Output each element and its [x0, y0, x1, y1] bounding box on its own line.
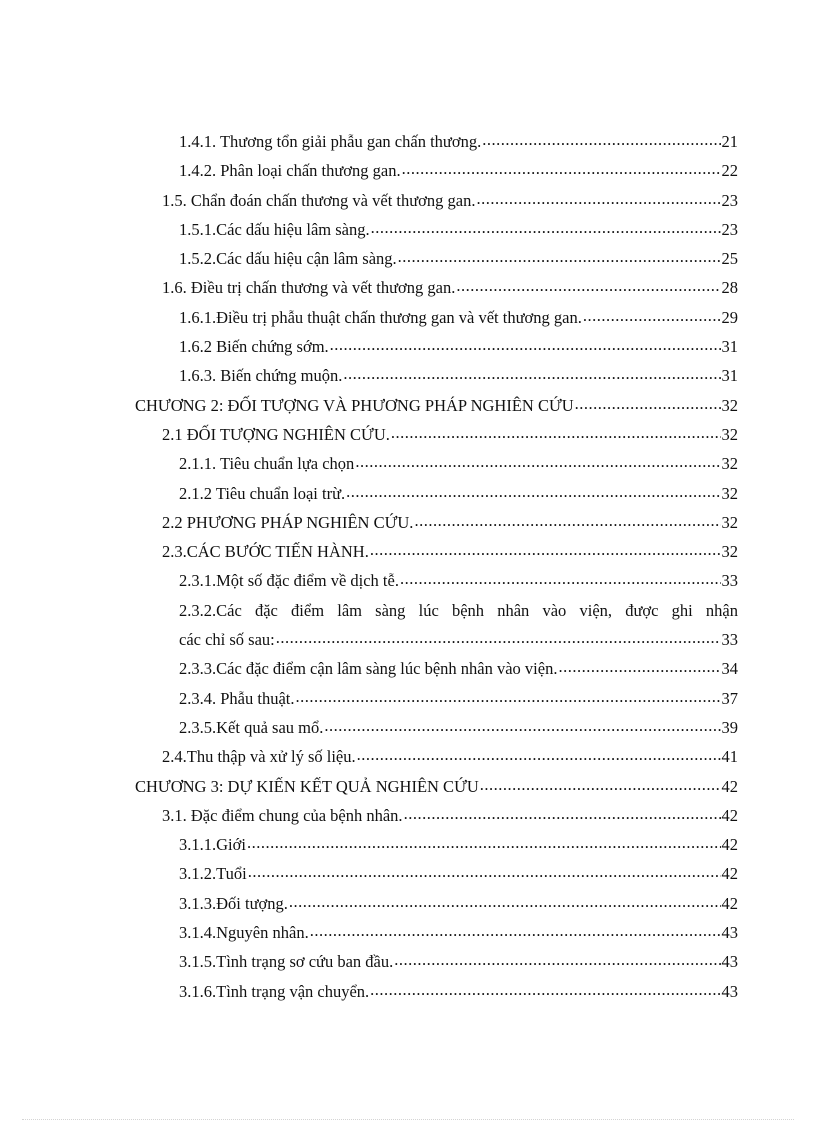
toc-page-number: 32: [721, 483, 738, 503]
toc-leader-dots: [482, 125, 720, 154]
toc-entry[interactable]: [0, 361, 816, 390]
toc-entry[interactable]: [0, 127, 816, 156]
toc-page-number: 43: [721, 952, 738, 972]
toc-page-number: 42: [721, 893, 738, 913]
toc-leader-dots: [398, 242, 721, 271]
toc-entry-title: 2.3.3.Các đặc điểm cận lâm sàng lúc bệnh nhân vào viện.: [179, 659, 558, 679]
toc-entry-title: 3.1.4.Nguyên nhân.: [179, 923, 309, 943]
toc-entry-title: 1.5.1.Các dấu hiệu lâm sàng.: [179, 219, 370, 239]
toc-entry-title: 2.3.1.Một số đặc điểm về dịch tễ.: [179, 571, 399, 591]
toc-page-number: 41: [721, 747, 738, 767]
toc-entry[interactable]: [0, 859, 816, 888]
toc-entry-title: 3.1.5.Tình trạng sơ cứu ban đầu.: [179, 952, 394, 972]
toc-entry-title: 1.6.3. Biến chứng muộn.: [179, 366, 343, 386]
toc-entry-title-line2: các chỉ số sau:: [179, 630, 275, 650]
toc-entry-title: 3.1.1.Giới: [179, 835, 246, 855]
toc-entry-title: 3.1. Đặc điểm chung của bệnh nhân.: [162, 805, 403, 825]
toc-entry-chapter[interactable]: [0, 772, 816, 801]
toc-entry[interactable]: [0, 742, 816, 771]
toc-leader-dots: [324, 711, 720, 740]
toc-entry-title: 3.1.2.Tuổi: [179, 864, 247, 884]
toc-entry-title: 2.4.Thu thập và xử lý số liệu.: [162, 747, 356, 767]
toc-entry-title: 1.4.1. Thương tổn giải phẫu gan chấn thương.: [179, 132, 482, 151]
toc-page-number: 43: [721, 923, 738, 943]
toc-page-number: 42: [721, 864, 738, 884]
toc-entry-title: 2.1.1. Tiêu chuẩn lựa chọn: [179, 454, 355, 474]
toc-entry-title: 1.4.2. Phân loại chấn thương gan.: [179, 161, 401, 181]
toc-page-number: 32: [721, 395, 738, 415]
toc-leader-dots: [404, 799, 721, 828]
toc-entry[interactable]: [0, 420, 816, 449]
toc-entry[interactable]: [0, 889, 816, 918]
toc-entry[interactable]: [0, 801, 816, 830]
toc-leader-dots: [276, 623, 721, 652]
toc-page-number: 32: [721, 454, 738, 474]
toc-leader-dots: [575, 389, 721, 418]
toc-page-number: 39: [721, 717, 738, 737]
toc-page-number: 37: [721, 688, 738, 708]
toc-leader-dots: [400, 564, 721, 593]
toc-page-number: 34: [721, 659, 738, 679]
toc-leader-dots: [371, 213, 721, 242]
toc-leader-dots: [394, 945, 720, 974]
toc-page-number: 31: [721, 366, 738, 386]
toc-leader-dots: [583, 301, 721, 330]
toc-page-number: 33: [721, 630, 738, 650]
toc-page-number: 23: [721, 190, 738, 210]
toc-entry-title: 1.6.1.Điều trị phẫu thuật chấn thương gan và vết thương gan.: [179, 307, 582, 327]
toc-entry[interactable]: [0, 947, 816, 976]
toc-entry[interactable]: [0, 303, 816, 332]
toc-entry[interactable]: [0, 684, 816, 713]
toc-entry-title: 2.3.4. Phẫu thuật.: [179, 688, 295, 708]
toc-leader-dots: [357, 740, 721, 769]
toc-leader-dots: [391, 418, 721, 447]
toc-entry[interactable]: [0, 830, 816, 859]
toc-entry-chapter[interactable]: [0, 391, 816, 420]
toc-page-number: 21: [721, 132, 738, 151]
toc-entry-title: 1.6. Điều trị chấn thương và vết thương gan.: [162, 278, 456, 298]
toc-page-number: 42: [721, 835, 738, 855]
table-of-contents: [0, 127, 816, 1006]
toc-entry-title: 2.3.CÁC BƯỚC TIẾN HÀNH.: [162, 542, 369, 562]
toc-entry-title: CHƯƠNG 3: DỰ KIẾN KẾT QUẢ NGHIÊN CỨU: [135, 776, 479, 796]
toc-leader-dots: [480, 770, 721, 799]
toc-leader-dots: [248, 857, 721, 886]
toc-page-number: 28: [721, 278, 738, 298]
toc-entry-title: 1.5. Chẩn đoán chấn thương và vết thương gan.: [162, 190, 476, 210]
toc-leader-dots: [414, 506, 720, 535]
toc-entry[interactable]: [0, 186, 816, 215]
toc-entry[interactable]: [0, 566, 816, 595]
toc-leader-dots: [346, 477, 720, 506]
toc-entry[interactable]: [0, 918, 816, 947]
toc-page-number: 31: [721, 337, 738, 357]
toc-entry[interactable]: [0, 332, 816, 361]
toc-leader-dots: [476, 184, 720, 213]
toc-entry[interactable]: [0, 156, 816, 185]
toc-entry[interactable]: [0, 977, 816, 1006]
toc-entry-title: 2.2 PHƯƠNG PHÁP NGHIÊN CỨU.: [162, 512, 414, 532]
toc-page-number: 29: [721, 307, 738, 327]
toc-page-number: 32: [721, 424, 738, 444]
toc-entry[interactable]: [0, 537, 816, 566]
toc-entry[interactable]: [0, 449, 816, 478]
toc-page-number: 25: [721, 249, 738, 269]
toc-entry-title-line1: 2.3.2.Các đặc điểm lâm sàng lúc bệnh nhân vào viện, được ghi nhận: [179, 600, 738, 620]
toc-entry-title: 1.6.2 Biến chứng sớm.: [179, 337, 329, 357]
toc-entry[interactable]: [0, 273, 816, 302]
toc-entry-title: 1.5.2.Các dấu hiệu cận lâm sàng.: [179, 249, 397, 269]
toc-page-number: 43: [721, 981, 738, 1001]
toc-entry-title: 3.1.3.Đối tượng.: [179, 893, 288, 913]
toc-leader-dots: [355, 447, 720, 476]
toc-leader-dots: [289, 887, 721, 916]
toc-page-number: 22: [721, 161, 738, 181]
toc-entry-title: 2.3.5.Kết quả sau mổ.: [179, 717, 324, 737]
toc-page-number: 32: [721, 542, 738, 562]
page-bottom-divider: [22, 1119, 794, 1120]
toc-page-number: 32: [721, 512, 738, 532]
toc-entry[interactable]: [0, 215, 816, 244]
toc-entry[interactable]: [0, 713, 816, 742]
toc-entry[interactable]: [0, 654, 816, 683]
toc-leader-dots: [558, 652, 720, 681]
toc-leader-dots: [343, 359, 720, 388]
toc-leader-dots: [402, 154, 721, 183]
toc-entry-title: 2.1 ĐỐI TƯỢNG NGHIÊN CỨU.: [162, 424, 390, 444]
toc-leader-dots: [247, 828, 721, 857]
toc-entry-title: 2.1.2 Tiêu chuẩn loại trừ.: [179, 483, 346, 503]
toc-leader-dots: [330, 330, 721, 359]
toc-entry[interactable]: [0, 244, 816, 273]
toc-leader-dots: [296, 682, 721, 711]
toc-entry[interactable]: [0, 479, 816, 508]
toc-entry[interactable]: [0, 508, 816, 537]
toc-page-number: 33: [721, 571, 738, 591]
toc-entry-title: CHƯƠNG 2: ĐỐI TƯỢNG VÀ PHƯƠNG PHÁP NGHIÊN CỨU: [135, 395, 574, 415]
toc-page-number: 42: [721, 805, 738, 825]
toc-leader-dots: [456, 271, 720, 300]
toc-page-number: 23: [721, 219, 738, 239]
toc-entry-wrapped[interactable]: [0, 596, 816, 655]
toc-leader-dots: [370, 535, 721, 564]
toc-page-number: 42: [721, 776, 738, 796]
toc-leader-dots: [310, 916, 721, 945]
toc-leader-dots: [370, 975, 720, 1004]
toc-entry-title: 3.1.6.Tình trạng vận chuyển.: [179, 981, 370, 1001]
